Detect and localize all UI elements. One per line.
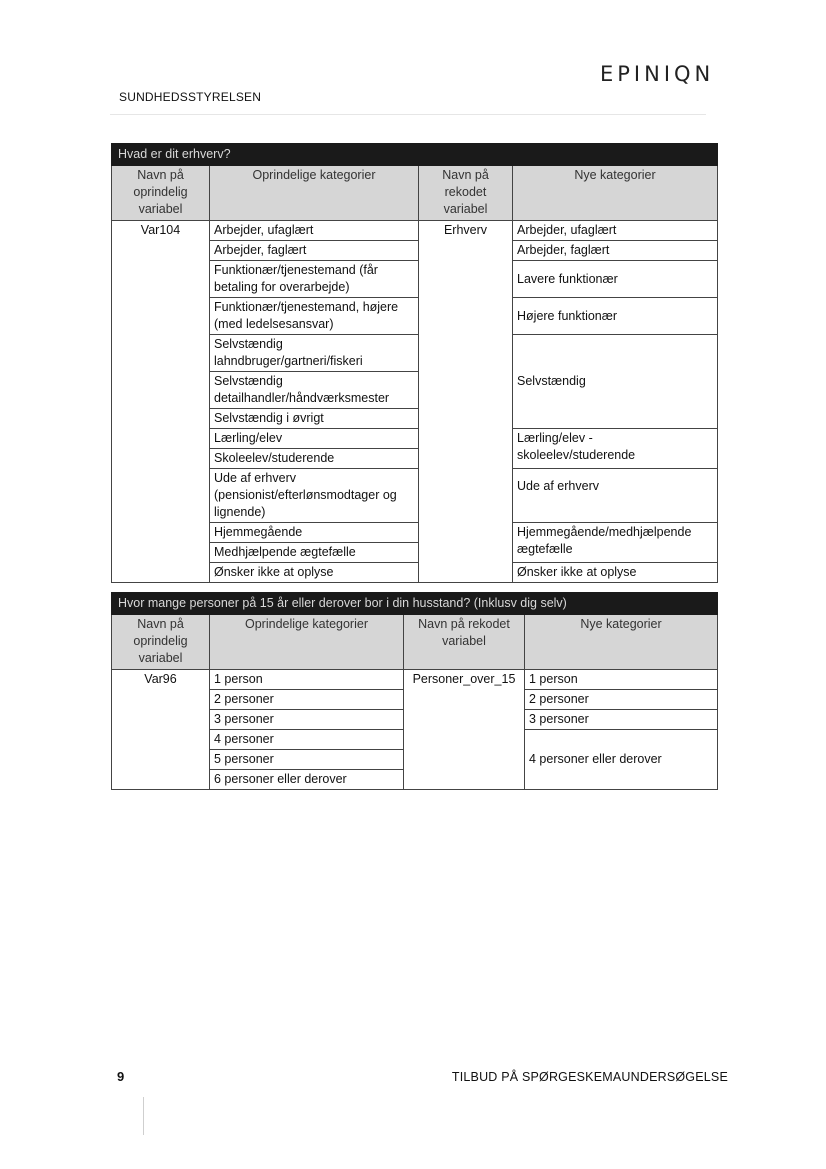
col-header-new-var: Navn på rekodet variabel xyxy=(404,615,525,670)
new-category: Hjemmegående/medhjælpende ægtefælle xyxy=(513,523,718,563)
footer-title: TILBUD PÅ SPØRGESKEMAUNDERSØGELSE xyxy=(451,1070,728,1084)
orig-category: Funktionær/tjenestemand, højere (med ledelsesansvar) xyxy=(210,298,419,335)
scan-mark xyxy=(143,1097,144,1135)
new-category: Lærling/elev - skoleelev/studerende xyxy=(513,429,718,469)
epinion-logo: EPINIQN xyxy=(600,62,715,86)
new-category: 2 personer xyxy=(525,690,718,710)
col-header-orig-var: Navn på oprindelig variabel xyxy=(112,166,210,221)
new-category: 3 personer xyxy=(525,710,718,730)
orig-category: Skoleelev/studerende xyxy=(210,449,419,469)
orig-category: Ønsker ikke at oplyse xyxy=(210,563,419,583)
col-header-orig-cat: Oprindelige kategorier xyxy=(210,615,404,670)
new-category: Arbejder, ufaglært xyxy=(513,221,718,241)
orig-category: 2 personer xyxy=(210,690,404,710)
new-variable-name: Personer_over_15 xyxy=(404,670,525,790)
col-header-new-var: Navn på rekodet variabel xyxy=(419,166,513,221)
orig-category: 4 personer xyxy=(210,730,404,750)
orig-category: Selvstændig lahndbruger/gartneri/fiskeri xyxy=(210,335,419,372)
new-category: Arbejder, faglært xyxy=(513,241,718,261)
new-category: Ude af erhverv xyxy=(513,469,718,523)
orig-category: Medhjælpende ægtefælle xyxy=(210,543,419,563)
orig-variable-name: Var104 xyxy=(112,221,210,583)
col-header-orig-var: Navn på oprindelig variabel xyxy=(112,615,210,670)
col-header-new-cat: Nye kategorier xyxy=(525,615,718,670)
orig-category: Funktionær/tjenestemand (får betaling for overarbejde) xyxy=(210,261,419,298)
col-header-orig-cat: Oprindelige kategorier xyxy=(210,166,419,221)
orig-category: Hjemmegående xyxy=(210,523,419,543)
occupation-recode-table xyxy=(111,143,718,583)
orig-variable-name: Var96 xyxy=(112,670,210,790)
orig-category: Arbejder, ufaglært xyxy=(210,221,419,241)
new-variable-name: Erhverv xyxy=(419,221,513,583)
new-category: 1 person xyxy=(525,670,718,690)
new-category: 4 personer eller derover xyxy=(525,730,718,790)
orig-category: 6 personer eller derover xyxy=(210,770,404,790)
orig-category: 1 person xyxy=(210,670,404,690)
orig-category: Arbejder, faglært xyxy=(210,241,419,261)
col-header-new-cat: Nye kategorier xyxy=(513,166,718,221)
new-category: Ønsker ikke at oplyse xyxy=(513,563,718,583)
orig-category: 5 personer xyxy=(210,750,404,770)
organization-name: SUNDHEDSSTYRELSEN xyxy=(119,90,262,104)
question-header: Hvad er dit erhverv? xyxy=(112,144,718,166)
question-header: Hvor mange personer på 15 år eller derover bor i din husstand? (Inklusv dig selv) xyxy=(112,593,718,615)
new-category: Højere funktionær xyxy=(513,298,718,335)
new-category: Selvstændig xyxy=(513,335,718,429)
new-category: Lavere funktionær xyxy=(513,261,718,298)
household-size-recode-table xyxy=(111,592,718,790)
orig-category: Ude af erhverv (pensionist/efterlønsmodtager og lignende) xyxy=(210,469,419,523)
orig-category: Selvstændig detailhandler/håndværksmester xyxy=(210,372,419,409)
header-divider xyxy=(110,114,706,115)
orig-category: 3 personer xyxy=(210,710,404,730)
orig-category: Lærling/elev xyxy=(210,429,419,449)
orig-category: Selvstændig i øvrigt xyxy=(210,409,419,429)
page-number: 9 xyxy=(117,1069,125,1084)
